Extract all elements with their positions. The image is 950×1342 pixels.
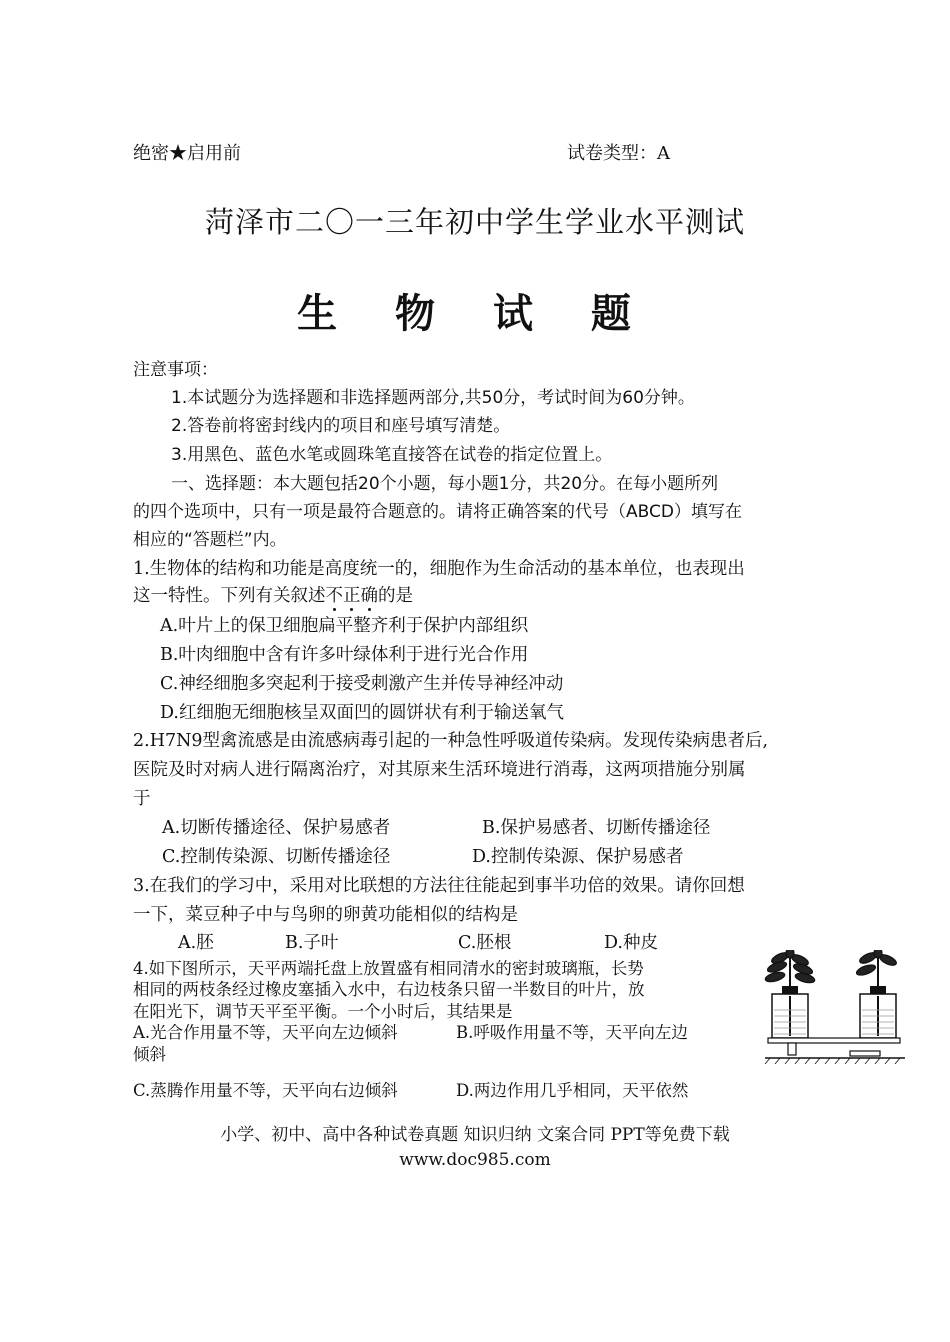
q3-stem-line1: 3.在我们的学习中，采用对比联想的方法往往能起到事半功倍的效果。请你回想 xyxy=(133,876,745,896)
paper-type-label: 试卷类型：A xyxy=(567,143,670,164)
subject-title: 生 物 试 题 xyxy=(297,291,653,337)
q1-option-b: B.叶肉细胞中含有许多叶绿体利于进行光合作用 xyxy=(160,645,529,665)
footer-website[interactable]: www.doc985.com xyxy=(399,1150,551,1170)
q3-stem-line2: 一下，菜豆种子中与鸟卵的卵黄功能相似的结构是 xyxy=(133,905,518,925)
q2-option-c: C.控制传染源、切断传播途径 xyxy=(162,847,391,867)
q2-stem-line1: 2.H7N9型禽流感是由流感病毒引起的一种急性呼吸道传染病。发现传染病患者后, xyxy=(133,731,769,751)
emphasis-char-1: 不 xyxy=(326,586,344,606)
section1-line1: 一、选择题：本大题包括20个小题，每小题1分，共20分。在每小题所列 xyxy=(171,474,719,494)
q4-option-b: B.呼吸作用量不等，天平向左边 xyxy=(456,1023,688,1042)
q1-stem-line1: 1.生物体的结构和功能是高度统一的，细胞作为生命活动的基本单位，也表现出 xyxy=(133,559,745,579)
q1-option-a: A.叶片上的保卫细胞扁平整齐利于保护内部组织 xyxy=(160,616,529,636)
exam-title: 菏泽市二〇一三年初中学生学业水平测试 xyxy=(204,205,745,239)
notes-item-1: 1.本试题分为选择题和非选择题两部分,共50分，考试时间为60分钟。 xyxy=(171,388,695,408)
emphasis-char-2: 正 xyxy=(343,586,361,606)
q4-option-d: D.两边作用几乎相同，天平依然 xyxy=(456,1081,689,1100)
notes-item-3: 3.用黑色、蓝色水笔或圆珠笔直接答在试卷的指定位置上。 xyxy=(171,445,613,465)
section1-line3: 相应的“答题栏”内。 xyxy=(133,530,287,550)
section1-line2: 的四个选项中，只有一项是最符合题意的。请将正确答案的代号（ABCD）填写在 xyxy=(133,502,742,522)
q4-option-c: C.蒸腾作用量不等，天平向右边倾斜 xyxy=(133,1081,398,1100)
q4-stem-line2: 相同的两枝条经过橡皮塞插入水中，右边枝条只留一半数目的叶片，放 xyxy=(133,980,645,999)
notes-item-2: 2.答卷前将密封线内的项目和座号填写清楚。 xyxy=(171,416,511,436)
q2-option-a: A.切断传播途径、保护易感者 xyxy=(162,818,391,838)
q3-option-c: C.胚根 xyxy=(458,933,512,953)
q1-option-d: D.红细胞无细胞核呈双面凹的圆饼状有利于输送氧气 xyxy=(160,703,564,723)
q4-option-a: A.光合作用量不等，天平向左边倾斜 xyxy=(133,1023,398,1042)
q1-stem-post: 的是 xyxy=(378,586,413,606)
q2-option-b: B.保护易感者、切断传播途径 xyxy=(482,818,711,838)
q3-option-a: A.胚 xyxy=(178,933,214,953)
q3-option-d: D.种皮 xyxy=(604,933,658,953)
q4-option-b-cont: 倾斜 xyxy=(133,1045,166,1064)
q2-stem-line2: 医院及时对病人进行隔离治疗，对其原来生活环境进行消毒，这两项措施分别属 xyxy=(133,760,746,780)
q4-stem-line1: 4.如下图所示，天平两端托盘上放置盛有相同清水的密封玻璃瓶，长势 xyxy=(133,959,644,978)
footer-ad-line: 小学、初中、高中各种试卷真题 知识归纳 文案合同 PPT等免费下载 xyxy=(220,1125,730,1145)
emphasis-char-3: 确 xyxy=(361,586,379,606)
q4-stem-line3: 在阳光下，调节天平至平衡。一个小时后，其结果是 xyxy=(133,1002,513,1021)
q3-option-b: B.子叶 xyxy=(285,933,339,953)
q1-stem-line2 xyxy=(133,582,413,607)
q1-stem-pre: 这一特性。下列有关叙述 xyxy=(133,586,326,606)
secret-label: 绝密★启用前 xyxy=(133,143,241,164)
notes-heading: 注意事项： xyxy=(133,360,218,380)
q2-stem-line3: 于 xyxy=(133,789,151,809)
q2-option-d: D.控制传染源、保护易感者 xyxy=(472,847,684,867)
balance-plant-figure-icon xyxy=(760,950,910,1080)
q1-option-c: C.神经细胞多突起利于接受刺激产生并传导神经冲动 xyxy=(160,674,564,694)
